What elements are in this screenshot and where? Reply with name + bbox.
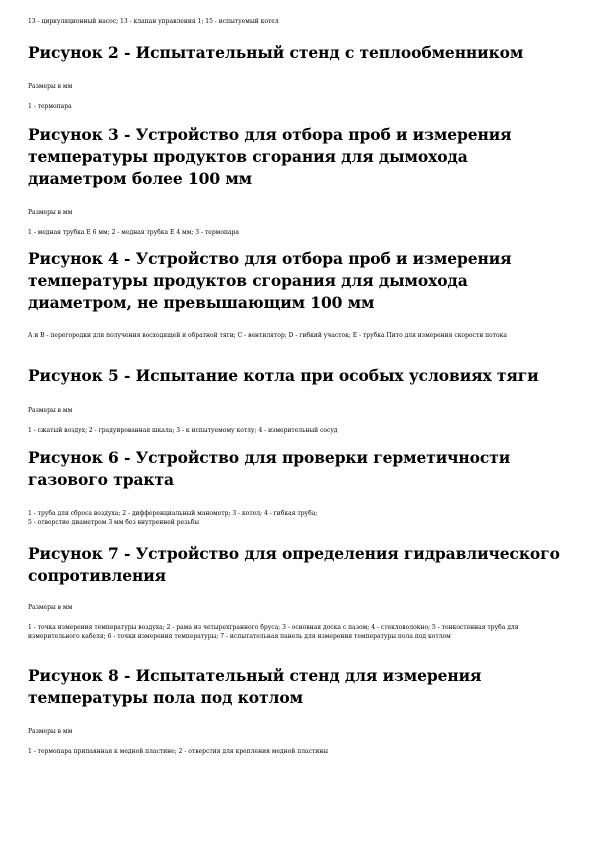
figure-2-legend: 1 - термопара xyxy=(28,103,72,110)
figure-3-title: Рисунок 3 - Устройство для отбора проб и измерения температуры продуктов сгорания для дымохода диаметром более 100 мм xyxy=(28,125,512,188)
figure-7-title: Рисунок 7 - Устройство для определения гидравлического сопротивления xyxy=(28,544,560,585)
figure-7-legend: 1 - точка измерения температуры воздуха; 2 - рама из четырехгранного бруса; 3 - основная доска с пазом; 4 - стекловолокно; 5 - тонкостенная труба для измерительного кабеля; 6 - точки измерения температуры; 7 - испытательная панель для измерения температуры пола под котлом xyxy=(28,624,519,640)
figure-8-title: Рисунок 8 - Испытательный стенд для измерения температуры пола под котлом xyxy=(28,666,482,707)
top-caption: 13 - циркуляционный насос; 13 - клапан управления 1; 15 - испытуемый котел xyxy=(28,18,279,25)
figure-8-dims: Размеры в мм xyxy=(28,728,73,735)
figure-6-legend-line-2: 5 - отверстие диаметром 3 мм без внутренней резьбы xyxy=(28,519,200,526)
figure-5-legend: 1 - сжатый воздух; 2 - градуированная шкала; 3 - к испытуемому котлу; 4 - измерительный сосуд xyxy=(28,427,338,434)
figure-8-legend: 1 - термопара припаянная к медной пластине; 2 - отверстия для крепления медной пластины xyxy=(28,748,329,755)
figure-5-dims: Размеры в мм xyxy=(28,407,73,414)
figure-4-legend: A и B - перегородки для получения восходящей и обратной тяги; C - вентилятор; D - гибкий участок; E - трубка Пито для измерения скорости потока xyxy=(28,332,507,339)
figure-3-dims: Размеры в мм xyxy=(28,209,73,216)
figure-2-title: Рисунок 2 - Испытательный стенд с теплообменником xyxy=(28,43,524,62)
figure-2-dims: Размеры в мм xyxy=(28,83,73,90)
figure-7-dims: Размеры в мм xyxy=(28,604,73,611)
figure-4-title: Рисунок 4 - Устройство для отбора проб и измерения температуры продуктов сгорания для дымохода диаметром, не превышающим 100 мм xyxy=(28,249,512,312)
figure-3-legend: 1 - медная трубка Е 6 мм; 2 - медная трубка Е 4 мм; 3 - термопара xyxy=(28,229,239,236)
figure-6-title: Рисунок 6 - Устройство для проверки герметичности газового тракта xyxy=(28,448,511,489)
figure-5-title: Рисунок 5 - Испытание котла при особых условиях тяги xyxy=(28,366,539,385)
figure-6-legend-line-1: 1 - труба для сброса воздуха; 2 - дифференциальный манометр; 3 - котел; 4 - гибкая труба; xyxy=(28,510,318,517)
